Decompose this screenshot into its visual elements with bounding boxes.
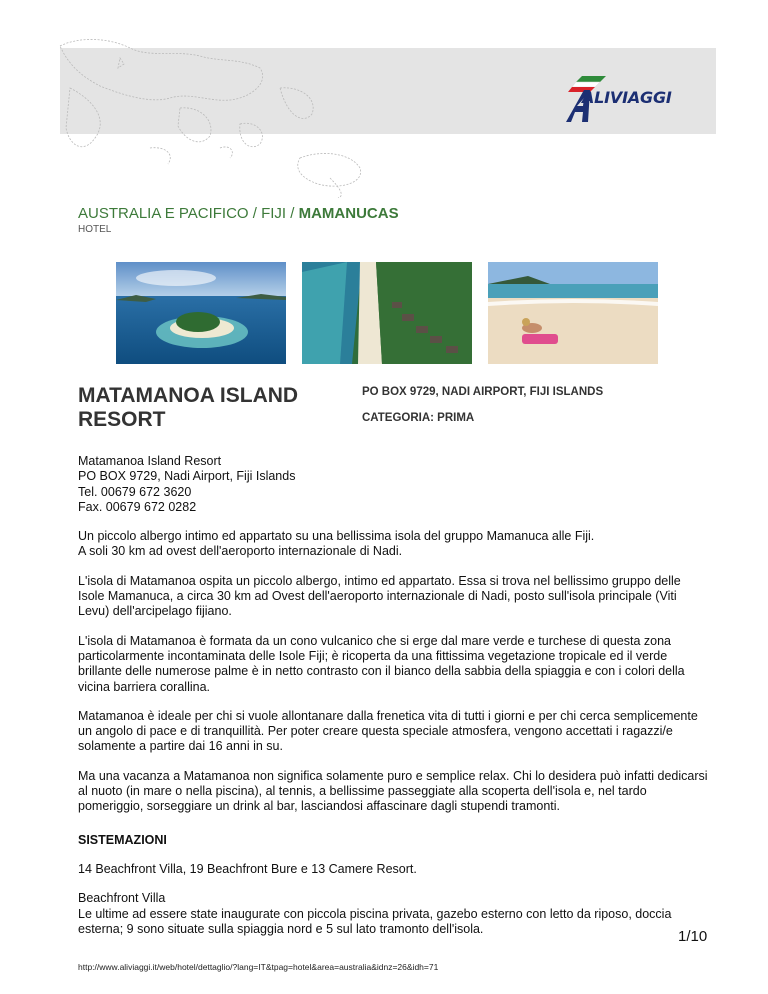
- hotel-photo-island-aerial: [116, 262, 286, 364]
- contact-name: Matamanoa Island Resort: [78, 454, 222, 468]
- footer-url[interactable]: http://www.aliviaggi.it/web/hotel/dettaglio/?lang=IT&tpag=hotel&area=australia&idnz=26&idh=71: [78, 962, 439, 972]
- description-paragraph: L'isola di Matamanoa ospita un piccolo albergo, intimo ed appartato. Essa si trova nel bellissimo gruppo delle Isole Mamanuca, a circa 30 km ad Ovest dell'aeroporto internazionale di Nadi, posto sull'isola principale (Viti Levu) dell'arcipelago fijiano.: [78, 573, 681, 619]
- hotel-address-line: PO BOX 9729, NADI AIRPORT, FIJI ISLANDS: [362, 386, 604, 398]
- intro-paragraph: [78, 529, 708, 560]
- contact-tel: Tel. 00679 672 3620: [78, 484, 192, 499]
- description-paragraph: Matamanoa è ideale per chi si vuole allontanare dalla frenetica vita di tutti i giorni e per chi cerca semplicemente un angolo di pace e di tranquillità. Per poter creare questa speciale atmosfera, vengono accettati i ragazzi/e solamente a partire dai 16 anni in su.: [78, 708, 698, 754]
- hotel-photo-woman-on-beach: [488, 262, 658, 364]
- description-paragraph: Ma una vacanza a Matamanoa non significa solamente puro e semplice relax. Chi lo desidera può infatti dedicarsi al nuoto (in mare o nella piscina), al tennis, a bellissime passeggiate alla scoperta dell'isola e, nel tardo pomeriggio, sorseggiare un drink al bar, lasciandosi affascinare dagli stupendi tramonti.: [78, 768, 708, 814]
- hotel-photo-beach-resort: [302, 262, 472, 364]
- accommodation-villa: [78, 891, 708, 937]
- page-number: 1/10: [678, 928, 708, 945]
- hotel-description: [78, 454, 708, 951]
- accommodation-villa-text: Le ultime ad essere state inaugurate con piccola piscina privata, gazebo esterno con letto da riposo, doccia esterna; 9 sono situate sulla spiaggia nord e 5 sul lato tramonto dell'isola.: [78, 906, 672, 936]
- intro-line-1: Un piccolo albergo intimo ed appartato su una bellissima isola del gruppo Mamanuca alle Fiji.: [78, 529, 595, 544]
- hotel-name: MATAMANOA ISLAND RESORT: [78, 384, 299, 431]
- intro-line-2: A soli 30 km ad ovest dell'aeroporto internazionale di Nadi.: [78, 544, 403, 559]
- breadcrumb-current[interactable]: MAMANUCAS: [298, 205, 399, 222]
- description-paragraph: L'isola di Matamanoa è formata da un cono vulcanico che si erge dal mare verde e turchese di questa zona particolarmente incontaminata delle Isole Fiji; è ricoperta da una fittissima vegetazione tropicale ed il verde brillante delle numerose palme è in netto contrasto con il bianco della sabbia della spiaggia e con i colori della vicina barriera corallina.: [78, 633, 685, 694]
- breadcrumb: [78, 205, 399, 222]
- hotel-category: CATEGORIA: PRIMA: [362, 412, 475, 424]
- section-heading: SISTEMAZIONI: [78, 832, 167, 847]
- contact-fax: Fax. 00679 672 0282: [78, 499, 197, 514]
- page-type-label: HOTEL: [78, 224, 112, 235]
- breadcrumb-path[interactable]: AUSTRALIA E PACIFICO / FIJI /: [78, 205, 299, 222]
- accommodation-villa-title: Beachfront Villa: [78, 891, 166, 906]
- accommodation-summary: 14 Beachfront Villa, 19 Beachfront Bure e 13 Camere Resort.: [78, 861, 417, 876]
- contact-address: PO BOX 9729, Nadi Airport, Fiji Islands: [78, 469, 296, 484]
- logo-wordmark: ALIVIAGGI: [582, 88, 672, 107]
- contact-block: [78, 454, 708, 515]
